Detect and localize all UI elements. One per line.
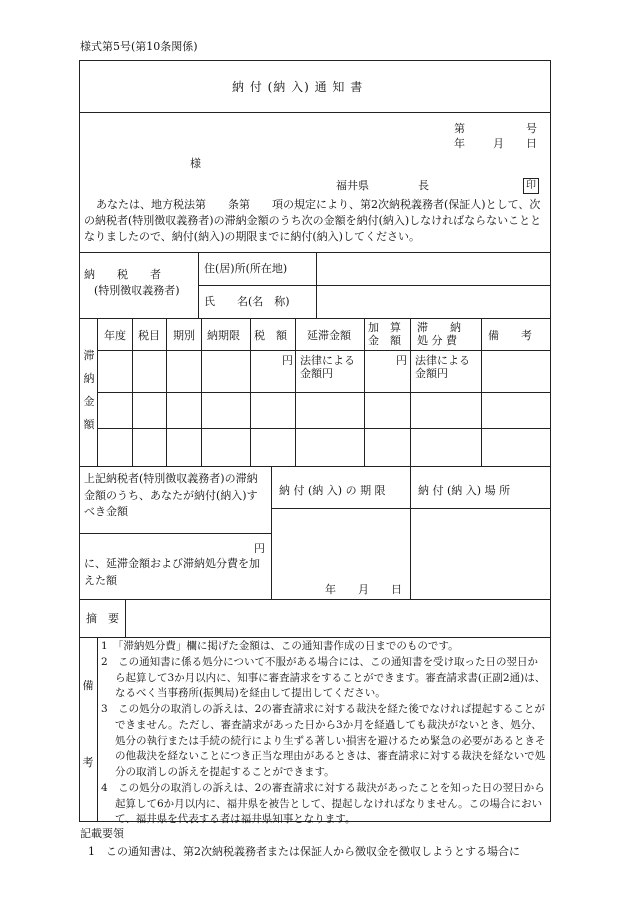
instructions-line: 1 この通知書は、第2次納税義務者または保証人から徴収金を徴収しようとする場合に: [88, 845, 520, 858]
taxpayer-label: 納 税 者: [84, 268, 161, 281]
arrears-side-label: 滞 納 金 額: [83, 349, 95, 431]
additional-yen-unit: 円: [396, 354, 407, 367]
seal-mark: 印: [523, 178, 539, 194]
notes-side-label: 備 考: [82, 679, 94, 769]
note-item: 3 この処分の取消しの訴えは、2の審査請求に対する裁決を経た後でなければ提起することができません。ただし、審査請求があった日から3か月を経過しても裁決がないとき、処分、処分の執行または手続の続行により生ずる著しい損害を避けるため緊急の必要があるときその他裁決を経ないことにつき正当な理由があるときは、審査請求に対する裁決を経ないで処分の取消しの訴えを提起することができます。: [101, 703, 546, 778]
addressee-suffix: 様: [190, 157, 201, 170]
intro-paragraph: あなたは、地方税法第 条第 項の規定により、第2次納税義務者(保証人)として、次の納税者(特別徴収義務者)の滞納金額のうち次の金額を納付(納入)しなければならないこととなりましたので、納付(納入)の期限までに納付(納入)してください。: [84, 198, 542, 243]
date-year: 年: [454, 137, 465, 150]
payable-yen-unit: 円: [254, 542, 265, 555]
number-suffix: 号: [526, 122, 537, 135]
deadline-label: 納 付 (納 入) の 期 限: [279, 484, 386, 497]
form-label: 様式第5号(第10条関係): [80, 40, 198, 53]
deadline-date: 年 月 日: [325, 583, 402, 596]
notes-list: [101, 639, 547, 828]
name-label: 氏 名(名 称): [204, 295, 290, 308]
col-additional: 加 算 金 額: [368, 321, 401, 348]
issuer-title: 長: [418, 179, 429, 192]
note-item: 1 「滞納処分費」欄に掲げた金額は、この通知書作成の日までのものです。: [101, 640, 459, 652]
processing-fee-legal: 法律による 金額円: [415, 354, 470, 381]
tax-yen-unit: 円: [282, 354, 293, 367]
col-period: 期別: [173, 329, 195, 342]
col-fiscal-year: 年度: [104, 329, 126, 342]
col-tax-amount: 税 額: [254, 329, 287, 342]
note-item: 2 この通知書に係る処分について不服がある場合には、この通知書を受け取った日の翌日から起算して3か月以内に、知事に審査請求をすることができます。審査請求書(正副2通)は、なるべく当事務所(振興局)を経由して提出してください。: [101, 655, 546, 700]
payable-amount-label: 上記納税者(特別徴収義務者)の滞納金額のうち、あなたが納付(納入)すべき金額: [84, 472, 258, 518]
col-remarks: 備 考: [488, 329, 532, 342]
instructions-heading: 記載要領: [80, 827, 124, 840]
summary-label: 摘 要: [86, 612, 119, 625]
col-processing-fee: 滞 納 処 分 費: [417, 321, 461, 348]
plus-charges-label: に、延滞金額および滞納処分費を加えた額: [84, 557, 260, 587]
col-late-charge: 延滞金額: [307, 329, 351, 342]
date-day: 日: [526, 137, 537, 150]
issuer-prefecture: 福井県: [336, 179, 369, 192]
taxpayer-sublabel: (特別徴収義務者): [94, 284, 180, 297]
payment-place-label: 納 付 (納 入) 場 所: [418, 484, 511, 497]
note-item: 4 この処分の取消しの訴えは、2の審査請求に対する裁決があったことを知った日の翌日から起算して6か月以内に、福井県を被告として、提起しなければなりません。この場合において、福井県を代表する者は福井県知事となります。: [101, 781, 545, 826]
col-due-date: 納期限: [207, 329, 240, 342]
col-tax-item: 税目: [138, 329, 160, 342]
late-charge-legal: 法律による 金額円: [300, 354, 355, 381]
address-label: 住(居)所(所在地): [204, 262, 288, 275]
date-month: 月: [493, 137, 504, 150]
document-title: 納 付 (納 入) 通 知 書: [232, 80, 364, 94]
number-prefix: 第: [454, 122, 465, 135]
